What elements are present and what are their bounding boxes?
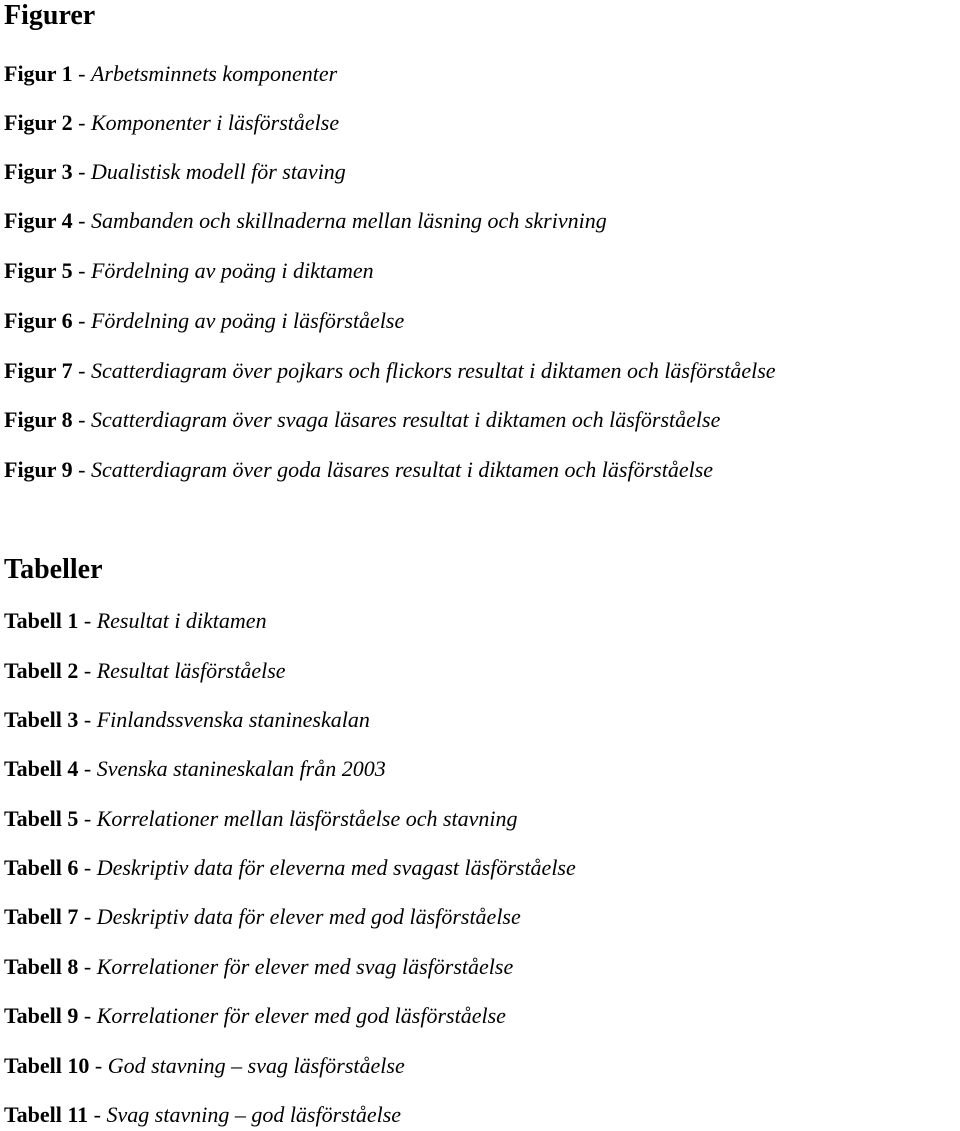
table-caption: Korrelationer för elever med god läsförståelse	[96, 1003, 506, 1028]
figure-entry-4	[4, 210, 607, 232]
figure-caption: Scatterdiagram över svaga läsares resultat i diktamen och läsförståelse	[90, 407, 721, 432]
figure-label: Figur 7	[4, 358, 73, 383]
table-label: Tabell 6	[4, 855, 79, 880]
table-entry-1	[4, 610, 267, 632]
entry-separator: -	[78, 806, 97, 831]
table-entry-8	[4, 956, 513, 978]
figure-entry-5	[4, 260, 374, 282]
table-caption: Finlandssvenska stanineskalan	[96, 707, 370, 732]
figure-label: Figur 2	[4, 110, 73, 135]
entry-separator: -	[72, 407, 91, 432]
table-caption: Svag stavning – god läsförståelse	[106, 1102, 402, 1127]
entry-separator: -	[72, 61, 91, 86]
entry-separator: -	[72, 358, 91, 383]
entry-separator: -	[78, 707, 97, 732]
figure-label: Figur 6	[4, 308, 73, 333]
figures-heading: Figurer	[4, 0, 96, 31]
figure-entry-1	[4, 63, 337, 85]
figure-entry-8	[4, 409, 720, 431]
table-caption: God stavning – svag läsförståelse	[107, 1053, 405, 1078]
entry-separator: -	[72, 110, 91, 135]
figure-caption: Arbetsminnets komponenter	[90, 61, 338, 86]
figure-caption: Sambanden och skillnaderna mellan läsning och skrivning	[90, 208, 607, 233]
table-entry-10	[4, 1055, 405, 1077]
figure-entry-9	[4, 459, 713, 481]
table-label: Tabell 1	[4, 608, 79, 633]
entry-separator: -	[78, 756, 97, 781]
table-entry-4	[4, 758, 386, 780]
table-label: Tabell 5	[4, 806, 79, 831]
figure-entry-2	[4, 112, 339, 134]
table-label: Tabell 10	[4, 1053, 90, 1078]
table-label: Tabell 4	[4, 756, 79, 781]
table-label: Tabell 7	[4, 904, 79, 929]
table-entry-9	[4, 1005, 506, 1027]
table-caption: Korrelationer för elever med svag läsförståelse	[96, 954, 514, 979]
figure-label: Figur 3	[4, 159, 73, 184]
figure-label: Figur 5	[4, 258, 73, 283]
figure-caption: Komponenter i läsförståelse	[90, 110, 340, 135]
table-entry-5	[4, 808, 518, 830]
entry-separator: -	[72, 308, 91, 333]
table-caption: Resultat läsförståelse	[96, 658, 286, 683]
table-entry-2	[4, 660, 286, 682]
figure-entry-7	[4, 360, 776, 382]
figure-entry-6	[4, 310, 404, 332]
table-entry-7	[4, 906, 521, 928]
entry-separator: -	[78, 1003, 97, 1028]
table-label: Tabell 2	[4, 658, 79, 683]
figure-caption: Scatterdiagram över goda läsares resultat i diktamen och läsförståelse	[90, 457, 714, 482]
entry-separator: -	[78, 904, 97, 929]
figure-label: Figur 9	[4, 457, 73, 482]
entry-separator: -	[89, 1053, 108, 1078]
figure-caption: Scatterdiagram över pojkars och flickors resultat i diktamen och läsförståelse	[90, 358, 776, 383]
figure-caption: Fördelning av poäng i diktamen	[90, 258, 374, 283]
entry-separator: -	[72, 159, 91, 184]
entry-separator: -	[78, 608, 97, 633]
table-caption: Resultat i diktamen	[96, 608, 267, 633]
entry-separator: -	[72, 208, 91, 233]
tables-heading: Tabeller	[4, 554, 103, 585]
figure-label: Figur 4	[4, 208, 73, 233]
table-label: Tabell 3	[4, 707, 79, 732]
entry-separator: -	[72, 258, 91, 283]
entry-separator: -	[78, 658, 97, 683]
table-entry-6	[4, 857, 576, 879]
figure-entry-3	[4, 161, 346, 183]
entry-separator: -	[78, 855, 97, 880]
table-label: Tabell 9	[4, 1003, 79, 1028]
table-caption: Svenska stanineskalan från 2003	[96, 756, 386, 781]
table-entry-11	[4, 1104, 401, 1126]
figure-caption: Dualistisk modell för staving	[90, 159, 346, 184]
entry-separator: -	[88, 1102, 107, 1127]
table-caption: Korrelationer mellan läsförståelse och stavning	[96, 806, 518, 831]
figure-label: Figur 1	[4, 61, 73, 86]
entry-separator: -	[72, 457, 91, 482]
table-label: Tabell 8	[4, 954, 79, 979]
table-caption: Deskriptiv data för elever med god läsförståelse	[96, 904, 521, 929]
figure-caption: Fördelning av poäng i läsförståelse	[90, 308, 405, 333]
table-label: Tabell 11	[4, 1102, 89, 1127]
figure-label: Figur 8	[4, 407, 73, 432]
table-entry-3	[4, 709, 370, 731]
entry-separator: -	[78, 954, 97, 979]
table-caption: Deskriptiv data för eleverna med svagast läsförståelse	[96, 855, 576, 880]
